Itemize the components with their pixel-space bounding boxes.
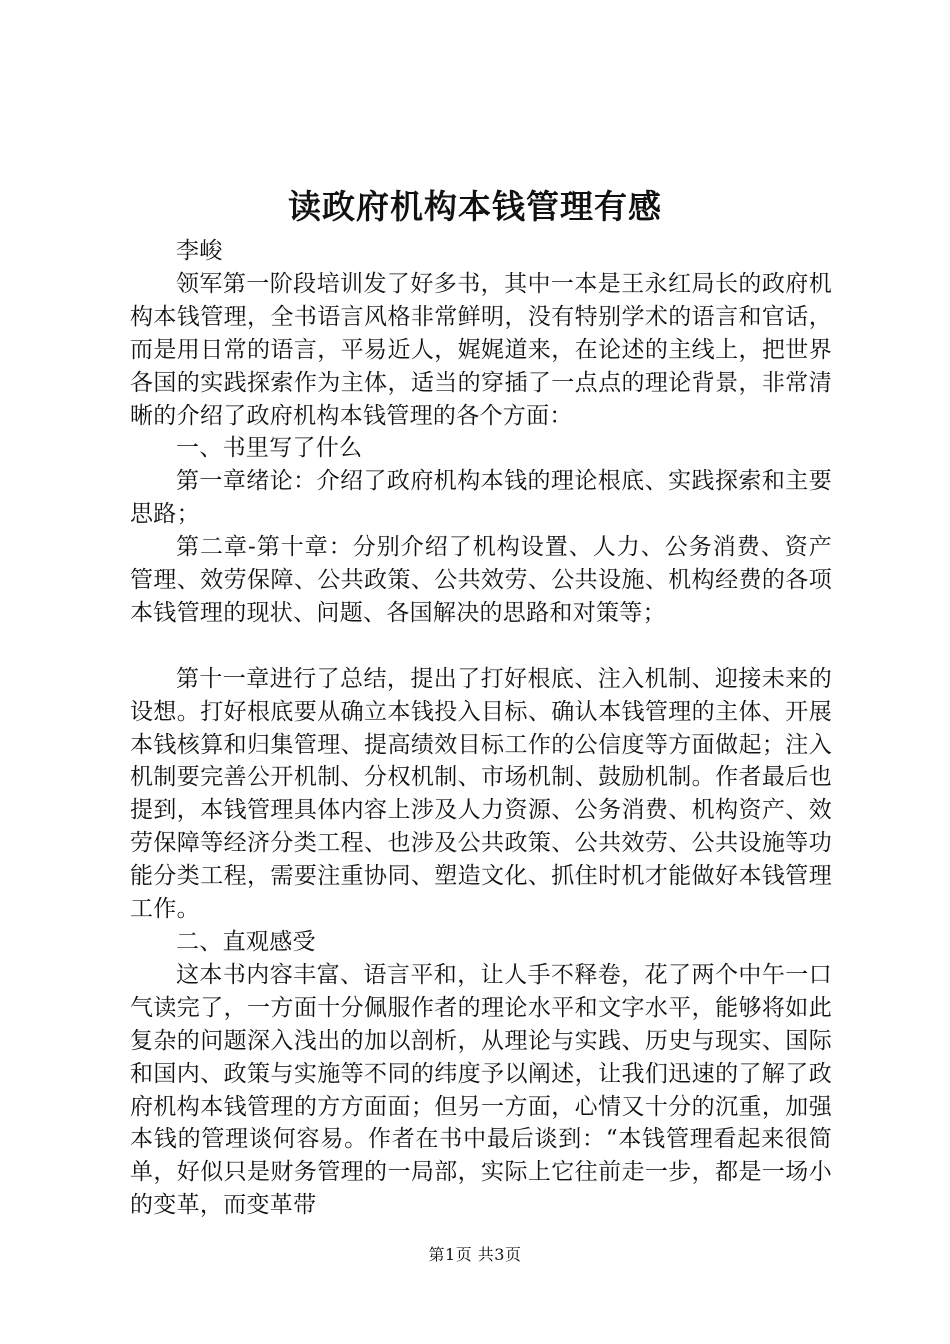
- page-footer: 第1页 共3页: [428, 1245, 522, 1264]
- section-heading: 二、直观感受: [176, 929, 316, 956]
- paragraph: 第一章绪论：介绍了政府机构本钱的理论根底、实践探索和主要思路；: [130, 468, 832, 528]
- paragraph: 第二章-第十章：分别介绍了机构设置、人力、公务消费、资产管理、效劳保障、公共政策、公共效劳、公共设施、机构经费的各项本钱管理的现状、问题、各国解决的思路和对策等；: [130, 534, 832, 626]
- document-body: [130, 235, 832, 1222]
- blank-line: [130, 630, 832, 663]
- paragraph: 这本书内容丰富、语言平和，让人手不释卷，花了两个中午一口气读完了，一方面十分佩服作者的理论水平和文字水平，能够将如此复杂的问题深入浅出的加以剖析，从理论与实践、历史与现实、国际和国内、政策与实施等不同的纬度予以阐述，让我们迅速的了解了政府机构本钱管理的方方面面；但另一方面，心情又十分的沉重，加强本钱的管理谈何容易。作者在书中最后谈到：“本钱管理看起来很简单，好似只是财务管理的一局部，实际上它往前走一步，都是一场小的变革，而变革带: [130, 961, 832, 1219]
- paragraph: 领军第一阶段培训发了好多书，其中一本是王永红局长的政府机构本钱管理，全书语言风格非常鲜明，没有特别学术的语言和官话，而是用日常的语言，平易近人，娓娓道来，在论述的主线上，把世界各国的实践探索作为主体，适当的穿插了一点点的理论背景，非常清晰的介绍了政府机构本钱管理的各个方面：: [130, 270, 832, 429]
- author-name: 李峻: [176, 238, 223, 264]
- section-heading: 一、书里写了什么: [176, 435, 363, 462]
- page-title: 读政府机构本钱管理有感: [288, 187, 662, 226]
- paragraph: 第十一章进行了总结，提出了打好根底、注入机制、迎接未来的设想。打好根底要从确立本钱投入目标、确认本钱管理的主体、开展本钱核算和归集管理、提高绩效目标工作的公信度等方面做起；注入机制要完善公开机制、分权机制、市场机制、鼓励机制。作者最后也提到，本钱管理具体内容上涉及人力资源、公务消费、机构资产、效劳保障等经济分类工程、也涉及公共政策、公共效劳、公共设施等功能分类工程，需要注重协同、塑造文化、抓住时机才能做好本钱管理工作。: [130, 665, 832, 923]
